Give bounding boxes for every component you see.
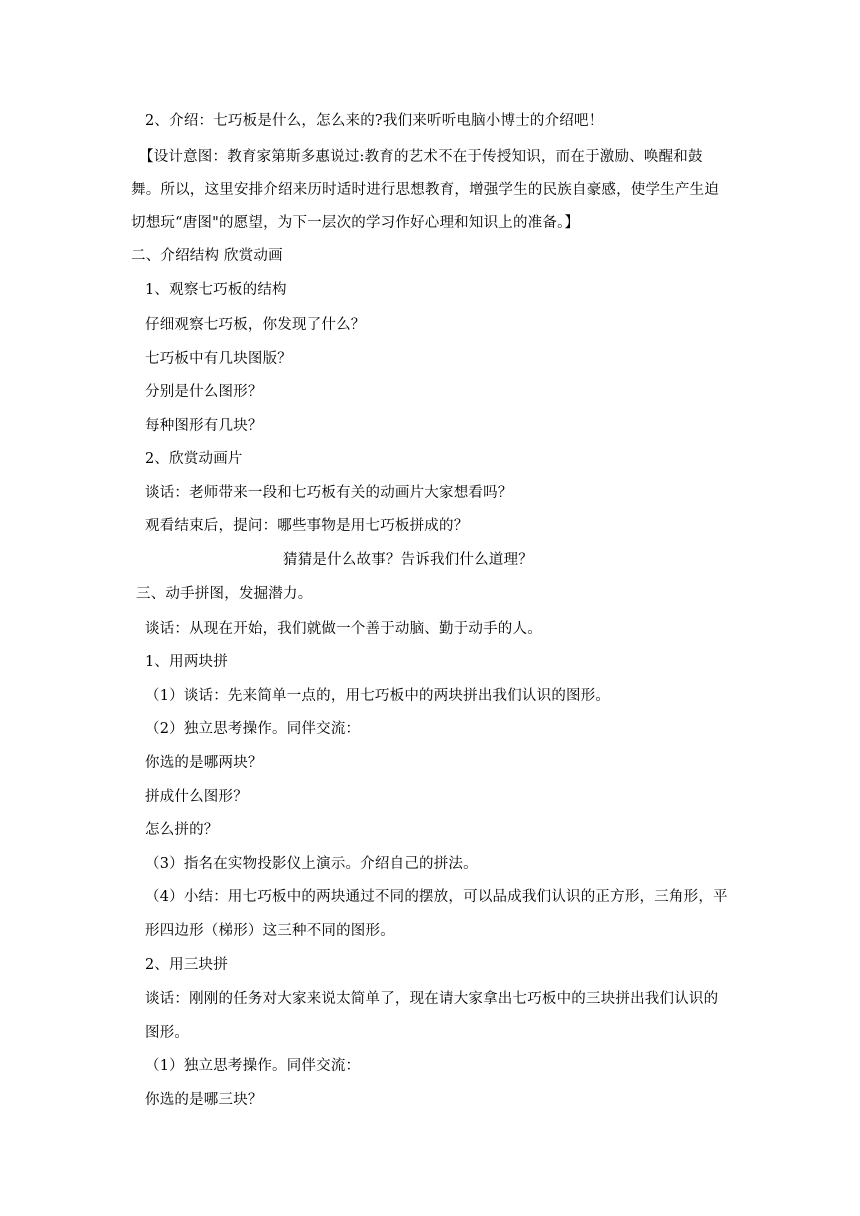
text-line: 谈话：刚刚的任务对大家来说太简单了，现在请大家拿出七巧板中的三块拼出我们认识的 — [145, 991, 719, 1007]
text-line: （4）小结：用七巧板中的两块通过不同的摆放，可以品成我们认识的正方形，三角形，平 — [145, 889, 728, 905]
text-line: 你选的是哪三块？ — [145, 1092, 263, 1108]
section-heading: 三、动手拼图，发掘潜力。 — [136, 586, 313, 602]
text-line: 2、欣赏动画片 — [145, 451, 243, 467]
text-line: 形四边形（梯形）这三种不同的图形。 — [145, 923, 395, 939]
text-line: 【设计意图：教育家第斯多惠说过:教育的艺术不在于传授知识，而在于激励、唤醒和鼓 — [139, 149, 703, 165]
text-line: 怎么拼的？ — [145, 822, 219, 838]
text-line: 每种图形有几块？ — [145, 418, 263, 434]
text-line: 2、介绍：七巧板是什么，怎么来的?我们来听听电脑小博士的介绍吧！ — [145, 113, 604, 129]
text-line: 你选的是哪两块？ — [145, 755, 263, 771]
text-line: 拼成什么图形？ — [145, 789, 248, 805]
text-line: 分别是什么图形？ — [145, 384, 263, 400]
text-line: （1）独立思考操作。同伴交流： — [145, 1058, 361, 1074]
section-heading: 二、介绍结构 欣赏动画 — [131, 248, 283, 264]
text-line: 观看结束后，提问：哪些事物是用七巧板拼成的？ — [145, 518, 469, 534]
text-line: 猜猜是什么故事？告诉我们什么道理？ — [283, 552, 533, 568]
text-line: 2、用三块拼 — [145, 957, 228, 973]
text-line: 切想玩“唐图"的愿望，为下一层次的学习作好心理和知识上的准备。】 — [131, 215, 580, 231]
text-line: （2）独立思考操作。同伴交流： — [145, 721, 361, 737]
text-line: 舞。所以，这里安排介绍来历时适时进行思想教育，增强学生的民族自豪感，使学生产生迫 — [131, 182, 719, 198]
text-line: 仔细观察七巧板，你发现了什么？ — [145, 317, 366, 333]
text-line: （3）指名在实物投影仪上演示。介绍自己的拼法。 — [145, 856, 478, 872]
text-line: 谈话：从现在开始，我们就做一个善于动脑、勤于动手的人。 — [145, 621, 542, 637]
text-line: 1、用两块拼 — [145, 654, 228, 670]
text-line: 1、观察七巧板的结构 — [145, 282, 287, 298]
text-line: 谈话：老师带来一段和七巧板有关的动画片大家想看吗？ — [145, 485, 513, 501]
text-line: 七巧板中有几块图版？ — [145, 351, 292, 367]
text-line: （1）谈话：先来简单一点的，用七巧板中的两块拼出我们认识的图形。 — [145, 688, 611, 704]
text-line: 图形。 — [145, 1025, 190, 1041]
